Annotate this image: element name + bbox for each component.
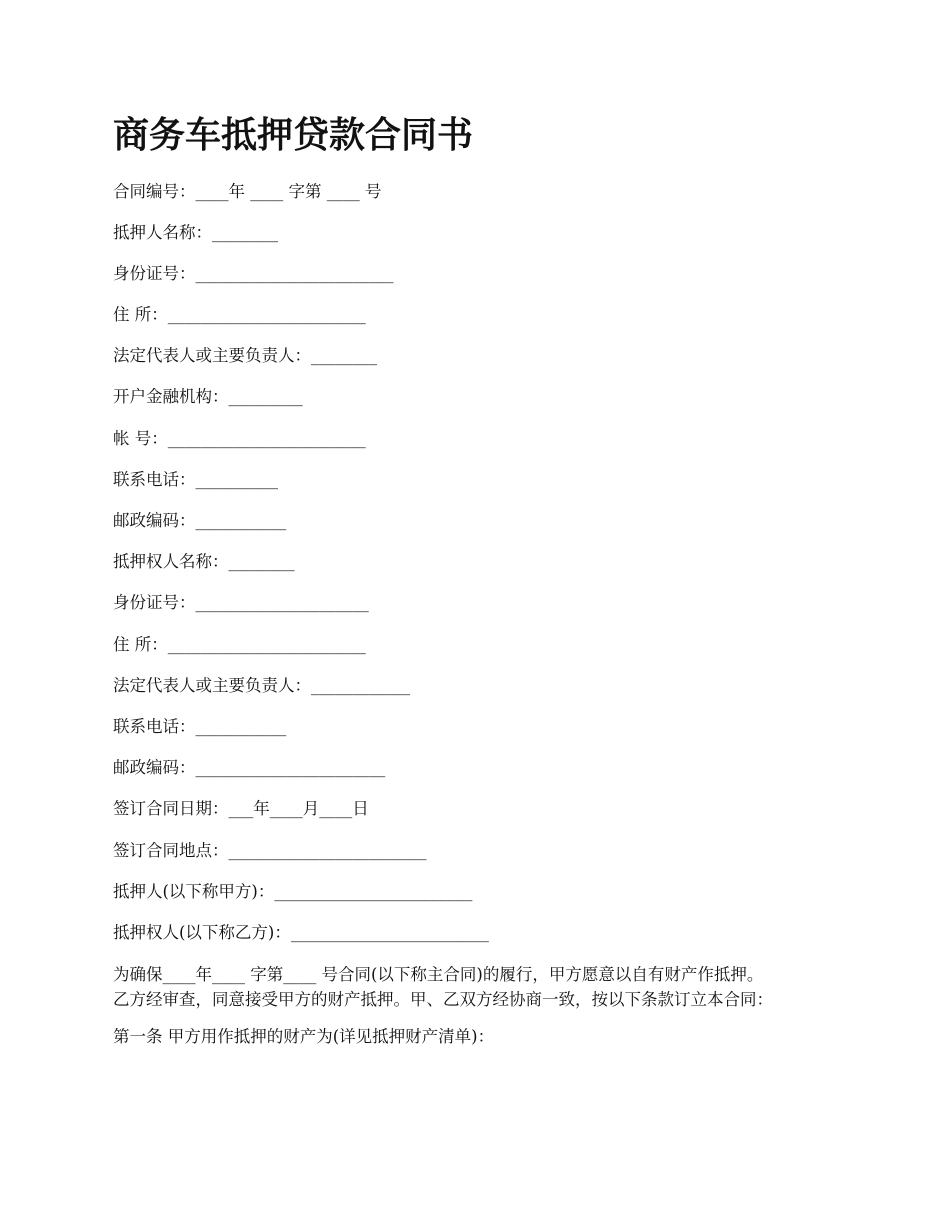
signing-place-field: 签订合同地点：________________________ [113, 841, 427, 860]
mortgagor-legal-representative-field: 法定代表人或主要负责人：________ [113, 346, 377, 365]
signing-date-field: 签订合同日期：___年____月____日 [113, 799, 369, 818]
mortgagor-id-number-field: 身份证号：________________________ [113, 264, 394, 283]
mortgagee-address-field: 住 所：________________________ [113, 635, 366, 654]
article-1-heading: 第一条 甲方用作抵押的财产为(详见抵押财产清单)： [113, 1027, 495, 1046]
intro-paragraph-line: 为确保____年____ 字第____ 号合同(以下称主合同)的履行，甲方愿意以自有财产作抵押。 [113, 965, 764, 984]
mortgagee-legal-representative-field: 法定代表人或主要负责人：____________ [113, 676, 410, 695]
mortgagee-id-number-field: 身份证号：_____________________ [113, 593, 369, 612]
mortgagor-phone-field: 联系电话：__________ [113, 470, 278, 489]
document-title: 商务车抵押贷款合同书 [113, 114, 474, 156]
mortgagor-address-field: 住 所：________________________ [113, 305, 366, 324]
intro-paragraph-line: 乙方经审查，同意接受甲方的财产抵押。甲、乙双方经协商一致，按以下条款订立本合同： [113, 990, 773, 1009]
mortgagor-name-field: 抵押人名称：________ [113, 223, 278, 242]
party-a-field: 抵押人(以下称甲方)：________________________ [113, 882, 473, 901]
mortgagee-phone-field: 联系电话：___________ [113, 717, 287, 736]
mortgagee-postcode-field: 邮政编码：_______________________ [113, 758, 386, 777]
mortgagor-account-field: 帐 号：________________________ [113, 429, 366, 448]
mortgagor-postcode-field: 邮政编码：___________ [113, 511, 287, 530]
intro-paragraph [113, 962, 853, 1012]
contract-number-field: 合同编号：____年 ____ 字第 ____ 号 [113, 182, 382, 201]
party-b-field: 抵押权人(以下称乙方)：________________________ [113, 923, 489, 942]
mortgagee-name-field: 抵押权人名称：________ [113, 552, 295, 571]
mortgagor-bank-field: 开户金融机构：_________ [113, 387, 303, 406]
